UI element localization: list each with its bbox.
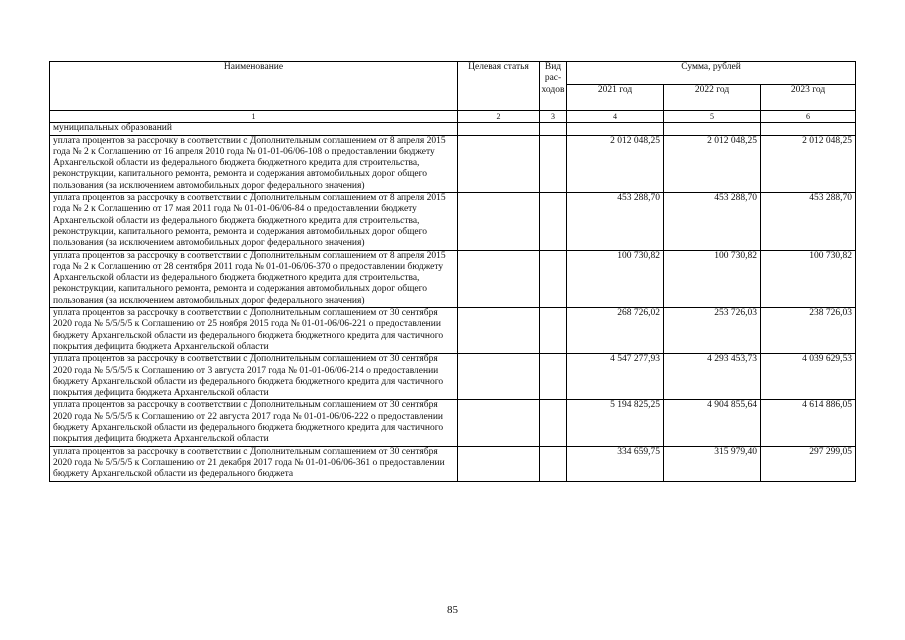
expense-type-cell — [540, 354, 567, 400]
amount-2022 — [664, 123, 761, 135]
header-year-2023: 2023 год — [761, 85, 856, 111]
expense-type-cell — [540, 250, 567, 307]
row-name: уплата процентов за рассрочку в соответствии с Дополнительным соглашением от 30 сентября 2020 года № 5/5/5/5 к Соглашению от 22 августа 2017 года № 01-01-06/06-222 о предоставлении бюджету Архангельской области из федерального бюджета бюджетного кредита для частичного покрытия дефицита бюджета Архангельской области — [50, 400, 458, 446]
target-article-cell — [458, 135, 540, 192]
header-sum-group: Сумма, рублей — [567, 62, 856, 85]
amount-2023 — [761, 123, 856, 135]
column-index: 1 — [50, 111, 458, 123]
column-index: 5 — [664, 111, 761, 123]
amount-2022: 315 979,40 — [664, 446, 761, 481]
amount-2022: 453 288,70 — [664, 193, 761, 250]
row-name: муниципальных образований — [50, 123, 458, 135]
amount-2021: 100 730,82 — [567, 250, 664, 307]
amount-2023: 4 614 886,05 — [761, 400, 856, 446]
table-row — [50, 354, 856, 400]
amount-2021: 5 194 825,25 — [567, 400, 664, 446]
row-name: уплата процентов за рассрочку в соответствии с Дополнительным соглашением от 30 сентября 2020 года № 5/5/5/5 к Соглашению от 3 августа 2017 года № 01-01-06/06-214 о предоставлении бюджету Архангельской области из федерального бюджета бюджетного кредита для частичного покрытия дефицита бюджета Архангельской области — [50, 354, 458, 400]
table-row — [50, 135, 856, 192]
amount-2023: 453 288,70 — [761, 193, 856, 250]
table-row — [50, 193, 856, 250]
header-year-2021: 2021 год — [567, 85, 664, 111]
column-index: 6 — [761, 111, 856, 123]
amount-2022: 100 730,82 — [664, 250, 761, 307]
amount-2021: 268 726,02 — [567, 308, 664, 354]
table-row — [50, 308, 856, 354]
header-year-2022: 2022 год — [664, 85, 761, 111]
amount-2021: 2 012 048,25 — [567, 135, 664, 192]
amount-2022: 253 726,03 — [664, 308, 761, 354]
target-article-cell — [458, 193, 540, 250]
amount-2021: 4 547 277,93 — [567, 354, 664, 400]
expense-type-cell — [540, 400, 567, 446]
amount-2021: 453 288,70 — [567, 193, 664, 250]
row-name: уплата процентов за рассрочку в соответствии с Дополнительным соглашением от 8 апреля 2015 года № 2 к Соглашению от 17 мая 2011 года № 01-01-06/06-84 о предоставлении бюджету Архангельской области из федерального бюджета бюджетного кредита для строительства, реконструкции, капитального ремонта, ремонта и содержания автомобильных дорог общего пользования (за исключением автомобильных дорог федерального значения) — [50, 193, 458, 250]
expense-type-cell — [540, 123, 567, 135]
amount-2023: 4 039 629,53 — [761, 354, 856, 400]
target-article-cell — [458, 123, 540, 135]
amount-2023: 238 726,03 — [761, 308, 856, 354]
expense-type-cell — [540, 135, 567, 192]
row-name: уплата процентов за рассрочку в соответствии с Дополнительным соглашением от 8 апреля 2015 года № 2 к Соглашению от 28 сентября 2011 года № 01-01-06/06-370 о предоставлении бюджету Архангельской области из федерального бюджета бюджетного кредита для строительства, реконструкции, капитального ремонта, ремонта и содержания автомобильных дорог общего пользования (за исключением автомобильных дорог федерального значения) — [50, 250, 458, 307]
target-article-cell — [458, 446, 540, 481]
table-row — [50, 250, 856, 307]
target-article-cell — [458, 250, 540, 307]
amount-2021: 334 659,75 — [567, 446, 664, 481]
header-name: Наименование — [50, 62, 458, 111]
page-number: 85 — [447, 604, 458, 616]
amount-2022: 4 904 855,64 — [664, 400, 761, 446]
budget-table — [49, 61, 856, 482]
expense-type-cell — [540, 308, 567, 354]
table-row — [50, 400, 856, 446]
expense-type-cell — [540, 193, 567, 250]
row-name: уплата процентов за рассрочку в соответствии с Дополнительным соглашением от 30 сентября 2020 года № 5/5/5/5 к Соглашению от 25 ноября 2015 года № 01-01-06/06-221 о предоставлении бюджету Архангельской области из федерального бюджета бюджетного кредита для частичного покрытия дефицита бюджета Архангельской области — [50, 308, 458, 354]
amount-2023: 2 012 048,25 — [761, 135, 856, 192]
target-article-cell — [458, 354, 540, 400]
table-row — [50, 123, 856, 135]
amount-2022: 2 012 048,25 — [664, 135, 761, 192]
column-index: 4 — [567, 111, 664, 123]
amount-2023: 297 299,05 — [761, 446, 856, 481]
row-name: уплата процентов за рассрочку в соответствии с Дополнительным соглашением от 30 сентября 2020 года № 5/5/5/5 к Соглашению от 21 декабря 2017 года № 01-01-06/06-361 о предоставлении бюджету Архангельской области из федерального бюджета — [50, 446, 458, 481]
target-article-cell — [458, 308, 540, 354]
expense-type-cell — [540, 446, 567, 481]
amount-2022: 4 293 453,73 — [664, 354, 761, 400]
column-index: 3 — [540, 111, 567, 123]
target-article-cell — [458, 400, 540, 446]
header-expense-type: Вид рас-ходов — [540, 62, 567, 111]
amount-2021 — [567, 123, 664, 135]
table-row — [50, 446, 856, 481]
amount-2023: 100 730,82 — [761, 250, 856, 307]
column-index: 2 — [458, 111, 540, 123]
header-target-article: Целевая статья — [458, 62, 540, 111]
column-index-row — [50, 111, 856, 123]
row-name: уплата процентов за рассрочку в соответствии с Дополнительным соглашением от 8 апреля 2015 года № 2 к Соглашению от 16 апреля 2010 года № 01-01-06/06-108 о предоставлении бюджету Архангельской области из федерального бюджета бюджетного кредита для строительства, реконструкции, капитального ремонта, ремонта и содержания автомобильных дорог общего пользования (за исключением автомобильных дорог федерального значения) — [50, 135, 458, 192]
